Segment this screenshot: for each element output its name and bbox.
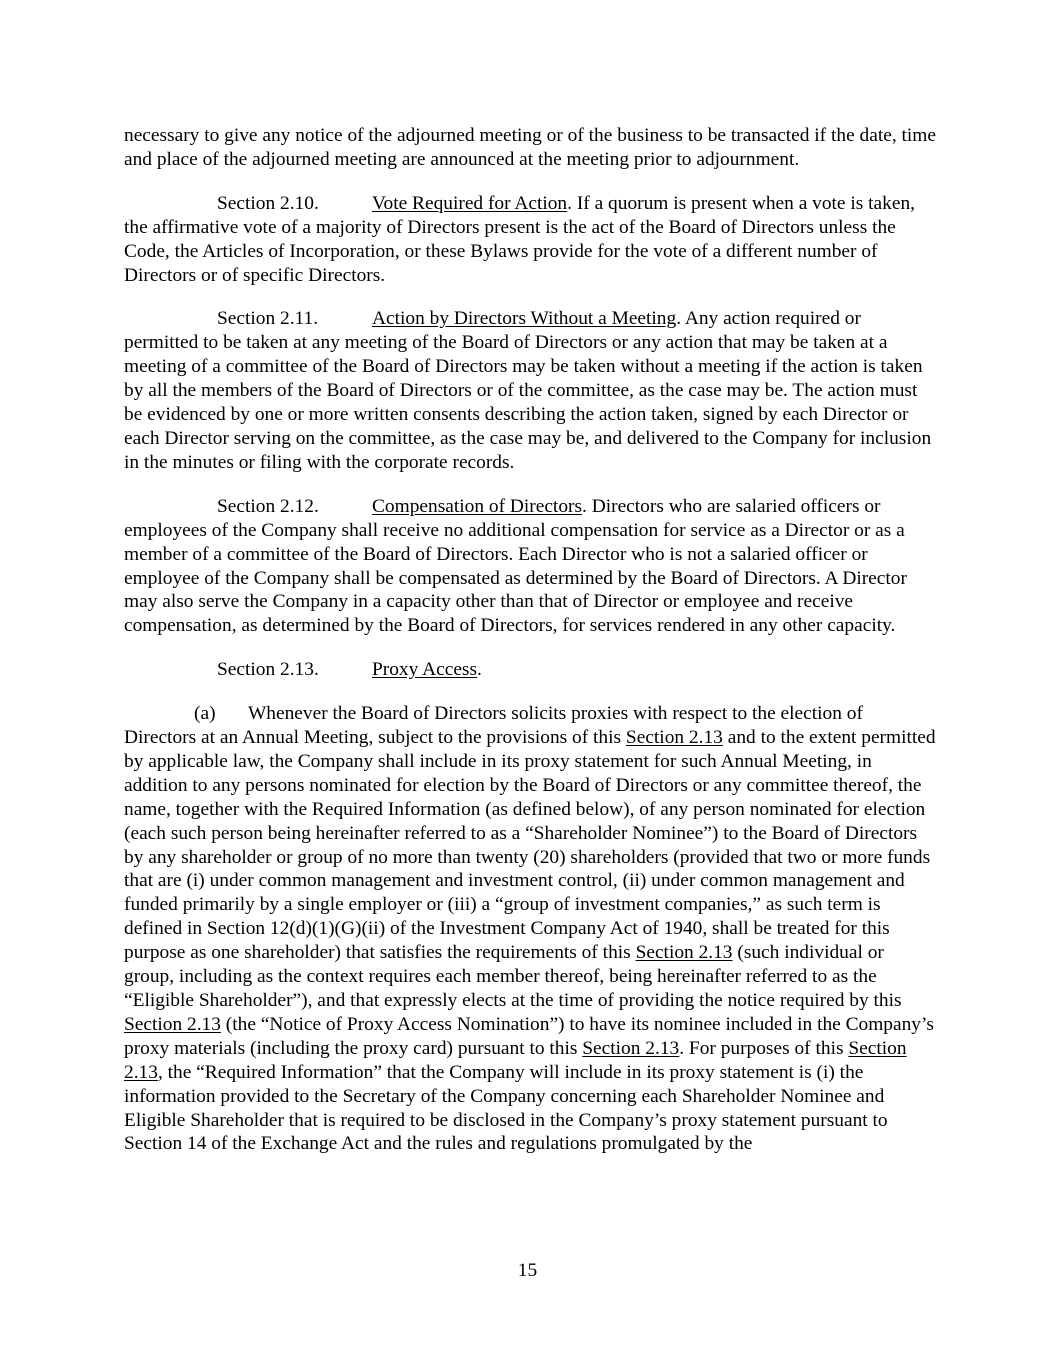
section-2-10-paragraph xyxy=(124,192,936,288)
subsection-a-text-6: , the “Required Information” that the Company will include in its proxy statement is (i) the information provided to the Secretary of the Company concerning each Shareholder Nominee and Eligible Shareholder that is required to be disclosed in the Company’s proxy statement pursuant to Section 14 of the Exchange Act and the rules and regulations promulgated by the xyxy=(124,1061,888,1155)
section-2-12-paragraph xyxy=(124,495,936,638)
subsection-a-text-1: Whenever the Board of Directors solicits proxies with respect to the election of Directors at an Annual Meeting, subject to the provisions of this xyxy=(124,703,863,749)
section-ref: Section 2.13 xyxy=(124,1037,907,1083)
subsection-a-text-4: (the “Notice of Proxy Access Nomination”) to have its nominee included in the Company’s proxy materials (including the proxy card) pursuant to this xyxy=(124,1013,934,1059)
section-ref: Section 2.13 xyxy=(582,1037,680,1059)
section-2-11-title: Action by Directors Without a Meeting xyxy=(372,308,677,330)
page-number: 15 xyxy=(517,1260,538,1281)
continuation-paragraph: necessary to give any notice of the adjourned meeting or of the business to be transacted if the date, time and place of the adjourned meeting are announced at the meeting prior to adjournment. xyxy=(124,125,936,170)
subsection-a-text-2: and to the extent permitted by applicable law, the Company shall include in its proxy statement for such Annual Meeting, in addition to any persons nominated for election by the Board of Directors or any committee thereof, the name, together with the Required Information (as defined below), of any person nominated for election (each such person being hereinafter referred to as a “Shareholder Nominee”) to the Board of Directors by any shareholder or group of no more than twenty (20) shareholders (provided that two or more funds that are (i) under common management and investment control, (ii) under common management and funded primarily by a single employer or (iii) a “group of investment companies,” as such term is defined in Section 12(d)(1)(G)(ii) of the Investment Company Act of 1940, shall be treated for this purpose as one shareholder) that satisfies the requirements of this xyxy=(124,727,936,964)
section-2-11-body: . Any action required or permitted to be taken at any meeting of the Board of Directors or any action that may be taken at a meeting of a committee of the Board of Directors may be taken without a meeting if the action is taken by all the members of the Board of Directors or of the committee, as the case may be. The action must be evidenced by one or more written consents describing the action taken, signed by each Director or each Director serving on the committee, as the case may be, and delivered to the Company for inclusion in the minutes or filing with the corporate records. xyxy=(124,308,932,473)
section-2-10-body: . If a quorum is present when a vote is taken, the affirmative vote of a majority of Directors present is the act of the Board of Directors unless the Code, the Articles of Incorporation, or these Bylaws provide for the vote of a different number of Directors or of specific Directors. xyxy=(124,192,915,286)
section-2-10-title: Vote Required for Action xyxy=(372,192,568,214)
section-2-12-title: Compensation of Directors xyxy=(372,495,583,517)
subsection-a-text-5: . For purposes of this xyxy=(679,1037,849,1059)
section-2-13-heading xyxy=(124,658,936,682)
section-2-13-title-end: . xyxy=(477,659,482,681)
section-2-10-number: Section 2.10. xyxy=(217,192,319,214)
section-2-11-paragraph xyxy=(124,307,936,474)
section-ref: Section 2.13 xyxy=(625,727,723,749)
section-2-13-number: Section 2.13. xyxy=(217,659,319,681)
section-2-12-number: Section 2.12. xyxy=(217,495,319,517)
section-ref: Section 2.13 xyxy=(635,942,733,964)
section-ref: Section 2.13 xyxy=(124,1013,221,1035)
section-2-13-title: Proxy Access xyxy=(372,659,478,681)
subsection-a-paragraph xyxy=(124,702,936,1156)
section-2-12-body: . Directors who are salaried officers or employees of the Company shall receive no additional compensation for service as a Director or as a member of a committee of the Board of Directors. Each Director who is not a salaried officer or employee of the Company shall be compensated as determined by the Board of Directors. A Director may also serve the Company in a capacity other than that of Director or employee and receive compensation, as determined by the Board of Directors, for services rendered in any other capacity. xyxy=(124,495,907,637)
subsection-a-label: (a) xyxy=(194,703,216,725)
document-page xyxy=(124,124,936,1176)
subsection-a-text-3: (such individual or group, including as the context requires each member thereof, being hereinafter referred to as the “Eligible Shareholder”), and that expressly elects at the time of providing the notice required by this xyxy=(124,942,902,1011)
section-2-11-number: Section 2.11. xyxy=(217,308,319,330)
